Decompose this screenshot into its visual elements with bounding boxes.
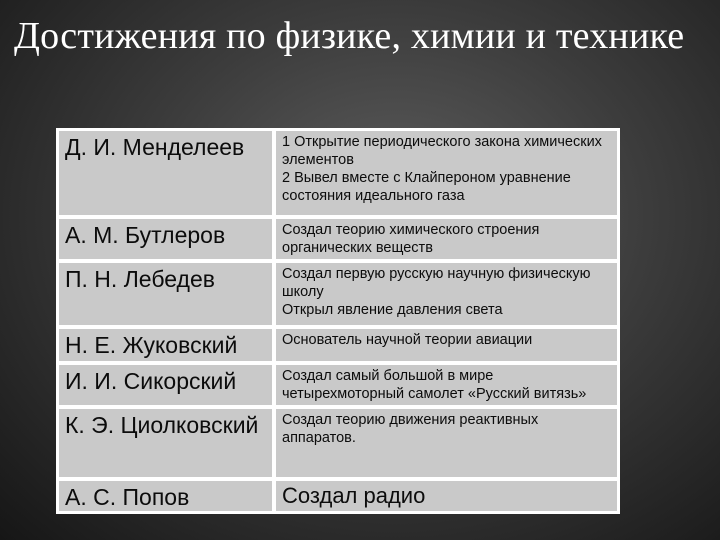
table-row: [57, 261, 619, 327]
achievement-cell: [274, 479, 619, 513]
slide-title: Достижения по физике, химии и технике: [14, 15, 685, 57]
achievement-text: Создал теорию движения реактивных аппаратов.: [282, 412, 539, 446]
achievement-cell: [274, 327, 619, 363]
achievement-text: 2 Вывел вместе с Клайпероном уравнение состояния идеального газа: [282, 170, 571, 204]
scientist-name: К. Э. Циолковский: [57, 407, 274, 479]
achievement-text: Создал теорию химического строения органических веществ: [282, 222, 540, 256]
achievement-cell: [274, 363, 619, 407]
achievements-table-container: [56, 128, 620, 514]
achievement-text: Создал первую русскую научную физическую школу: [282, 266, 591, 300]
achievement-cell: [274, 217, 619, 261]
table-row: [57, 217, 619, 261]
achievements-table: [57, 129, 619, 513]
achievement-text: Основатель научной теории авиации: [282, 332, 533, 348]
achievement-cell: [274, 407, 619, 479]
scientist-name: Н. Е. Жуковский: [57, 327, 274, 363]
scientist-name: Д. И. Менделеев: [57, 129, 274, 217]
table-row: [57, 327, 619, 363]
achievement-text: Создал самый большой в мире четырехмоторный самолет «Русский витязь»: [282, 368, 587, 402]
scientist-name: И. И. Сикорский: [57, 363, 274, 407]
achievement-text: Открыл явление давления света: [282, 302, 503, 318]
achievement-cell: [274, 129, 619, 217]
table-row: [57, 407, 619, 479]
table-row: [57, 479, 619, 513]
table-row: [57, 129, 619, 217]
scientist-name: П. Н. Лебедев: [57, 261, 274, 327]
scientist-name: А. М. Бутлеров: [57, 217, 274, 261]
scientist-name: А. С. Попов: [57, 479, 274, 513]
achievement-text: 1 Открытие периодического закона химических элементов: [282, 134, 602, 168]
table-row: [57, 363, 619, 407]
achievement-text: Создал радио: [282, 483, 426, 508]
achievement-cell: [274, 261, 619, 327]
